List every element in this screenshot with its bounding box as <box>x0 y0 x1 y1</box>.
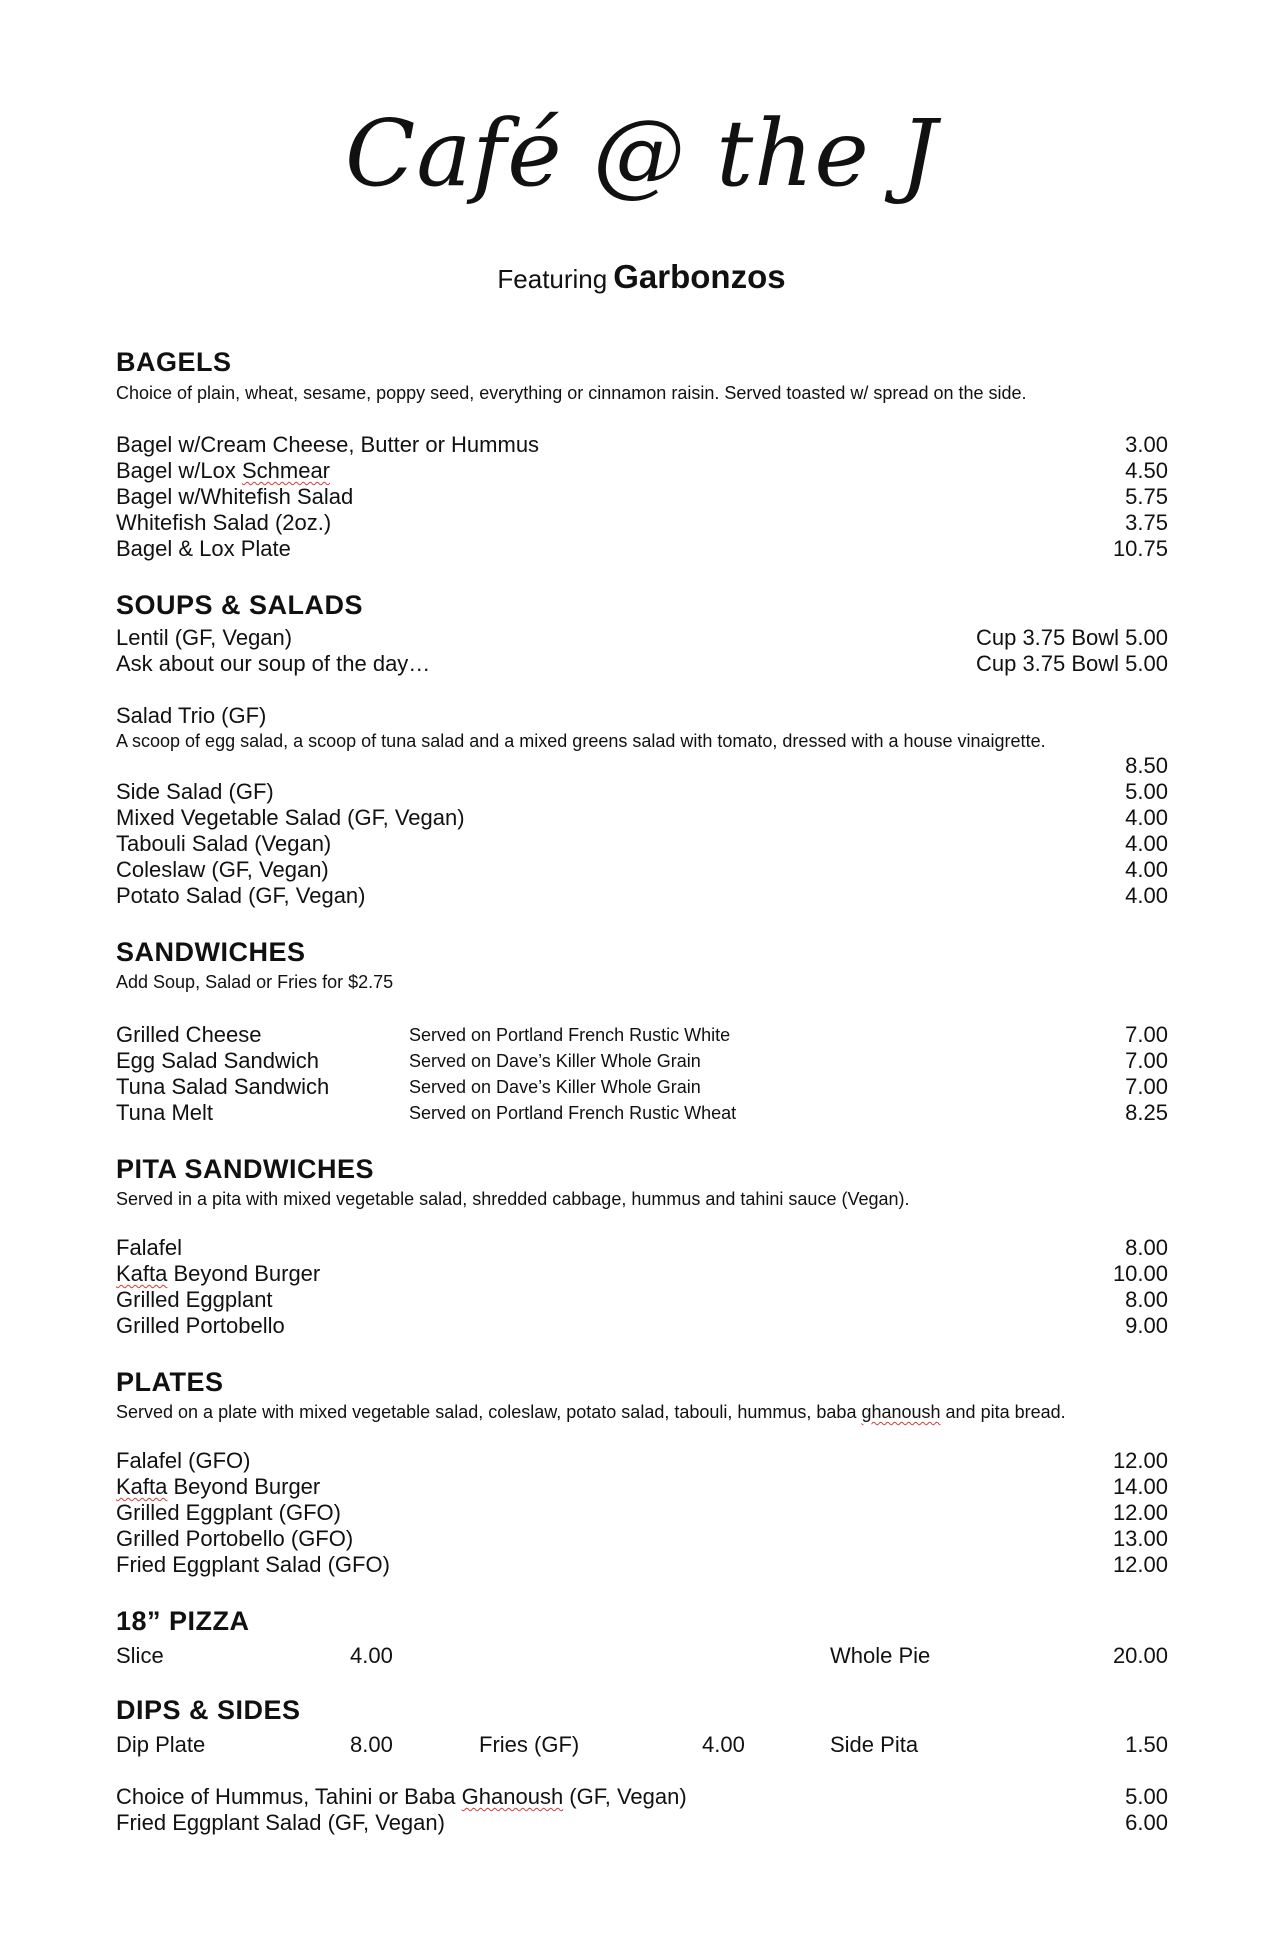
item-price: Cup 3.75 Bowl 5.00 <box>975 625 1168 650</box>
item-price: 4.50 <box>1125 458 1168 483</box>
menu-item-row <box>116 1313 1168 1339</box>
featuring-line <box>0 258 1283 296</box>
item-name: Falafel <box>116 1235 183 1260</box>
item-name: Bagel & Lox Plate <box>116 536 291 561</box>
item-price: 9.00 <box>1125 1313 1168 1338</box>
spellcheck-underlined-word: Schmear <box>241 458 331 483</box>
fries-label: Fries (GF) <box>479 1732 580 1757</box>
item-name <box>116 1261 320 1287</box>
item-name-part: Bagel w/Lox <box>116 458 242 483</box>
sandwiches-heading: SANDWICHES <box>116 937 306 967</box>
item-name: Bagel w/Whitefish Salad <box>116 484 354 509</box>
item-price: 8.50 <box>1125 753 1168 778</box>
item-name: Grilled Eggplant <box>116 1287 273 1312</box>
item-price: 4.00 <box>1125 883 1168 908</box>
menu-item-row <box>116 1448 1168 1474</box>
item-name <box>116 1474 320 1500</box>
item-name: Tuna Melt <box>116 1100 214 1125</box>
item-name-part: Beyond Burger <box>167 1474 321 1499</box>
item-price: 12.00 <box>1112 1500 1168 1525</box>
featuring-brand: Garbonzos <box>613 258 786 295</box>
plates-description-part: and pita bread. <box>940 1402 1066 1422</box>
item-name: Fried Eggplant Salad (GF, Vegan) <box>116 1810 445 1835</box>
item-name <box>116 1784 687 1810</box>
item-name: Grilled Portobello <box>116 1313 285 1338</box>
item-price: 4.00 <box>1125 805 1168 830</box>
item-name-part: Beyond Burger <box>167 1261 321 1286</box>
menu-item-row <box>116 857 1168 883</box>
item-name: Salad Trio (GF) <box>116 703 267 728</box>
menu-item-row <box>116 703 1168 729</box>
item-name: Mixed Vegetable Salad (GF, Vegan) <box>116 805 465 830</box>
item-name-part: (GF, Vegan) <box>563 1784 687 1809</box>
side-pita-price: 1.50 <box>1125 1732 1168 1757</box>
side-pita-label: Side Pita <box>830 1732 919 1757</box>
item-bread: Served on Dave’s Killer Whole Grain <box>409 1077 701 1097</box>
item-name: Lentil (GF, Vegan) <box>116 625 293 650</box>
dip-plate-label: Dip Plate <box>116 1732 206 1757</box>
plates-description-part: Served on a plate with mixed vegetable salad, coleslaw, potato salad, tabouli, hummus, baba <box>116 1402 862 1422</box>
menu-item-row <box>116 753 1168 779</box>
menu-item-row <box>116 1074 1168 1100</box>
item-name: Coleslaw (GF, Vegan) <box>116 857 329 882</box>
pita-description: Served in a pita with mixed vegetable salad, shredded cabbage, hummus and tahini sauce (Vegan). <box>116 1189 910 1209</box>
menu-item-row <box>116 536 1168 562</box>
menu-item-row <box>116 1810 1168 1836</box>
item-price: 10.75 <box>1112 536 1168 561</box>
menu-item-row <box>116 1048 1168 1074</box>
item-price: 10.00 <box>1112 1261 1168 1286</box>
spellcheck-underlined-word: Ghanoush <box>461 1784 564 1809</box>
pita-sandwiches-heading: PITA SANDWICHES <box>116 1154 375 1184</box>
item-name: Fried Eggplant Salad (GFO) <box>116 1552 390 1577</box>
menu-item-row <box>116 432 1168 458</box>
item-price: 6.00 <box>1125 1810 1168 1835</box>
item-price: 13.00 <box>1112 1526 1168 1551</box>
menu-item-row <box>116 625 1168 651</box>
item-price: 7.00 <box>1125 1048 1168 1073</box>
item-bread: Served on Dave’s Killer Whole Grain <box>409 1051 701 1071</box>
pizza-slice-label: Slice <box>116 1643 164 1668</box>
featuring-prefix: Featuring <box>497 264 608 294</box>
menu-item-row <box>116 1100 1168 1126</box>
item-name: Egg Salad Sandwich <box>116 1048 320 1073</box>
salad-trio-description: A scoop of egg salad, a scoop of tuna salad and a mixed greens salad with tomato, dressed with a house vinaigrette. <box>116 731 1046 751</box>
item-price: 7.00 <box>1125 1074 1168 1099</box>
spellcheck-underlined-word: Kafta <box>116 1474 168 1499</box>
spellcheck-underlined-word: ghanoush <box>861 1402 941 1422</box>
menu-item-row <box>116 1474 1168 1500</box>
item-price: 8.00 <box>1125 1287 1168 1312</box>
item-price: 14.00 <box>1112 1474 1168 1499</box>
item-bread: Served on Portland French Rustic White <box>409 1025 731 1045</box>
menu-item-row <box>116 1526 1168 1552</box>
menu-item-row <box>116 805 1168 831</box>
menu-item-row <box>116 1235 1168 1261</box>
menu-item-row <box>116 1784 1168 1810</box>
item-name: Bagel w/Cream Cheese, Butter or Hummus <box>116 432 540 457</box>
menu-item-row <box>116 1287 1168 1313</box>
item-name-part: Choice of Hummus, Tahini or Baba <box>116 1784 462 1809</box>
menu-item-row <box>116 510 1168 536</box>
menu-item-row <box>116 1552 1168 1578</box>
spellcheck-underlined-word: Kafta <box>116 1261 168 1286</box>
item-name <box>116 458 330 484</box>
pizza-row <box>116 1643 1168 1669</box>
item-name: Grilled Eggplant (GFO) <box>116 1500 341 1525</box>
item-price: 12.00 <box>1112 1552 1168 1577</box>
item-price: 12.00 <box>1112 1448 1168 1473</box>
menu-item-row <box>116 484 1168 510</box>
menu-item-row <box>116 1022 1168 1048</box>
bagels-description: Choice of plain, wheat, sesame, poppy seed, everything or cinnamon raisin. Served toasted w/ spread on the side. <box>116 383 1027 403</box>
menu-item-row <box>116 1261 1168 1287</box>
item-name: Whitefish Salad (2oz.) <box>116 510 332 535</box>
item-price: 4.00 <box>1125 831 1168 856</box>
item-name: Falafel (GFO) <box>116 1448 251 1473</box>
menu-item-row <box>116 831 1168 857</box>
pizza-heading: 18” PIZZA <box>116 1606 250 1636</box>
item-price: 5.00 <box>1125 779 1168 804</box>
dip-plate-price: 8.00 <box>350 1732 393 1757</box>
dips-sides-heading: DIPS & SIDES <box>116 1695 301 1725</box>
pizza-whole-label: Whole Pie <box>830 1643 931 1668</box>
item-name: Ask about our soup of the day… <box>116 651 431 676</box>
item-name: Tuna Salad Sandwich <box>116 1074 330 1099</box>
pizza-whole-price: 20.00 <box>1112 1643 1168 1668</box>
item-price: 5.75 <box>1125 484 1168 509</box>
item-price: 3.00 <box>1125 432 1168 457</box>
menu-item-row <box>116 651 1168 677</box>
item-price: 4.00 <box>1125 857 1168 882</box>
pizza-slice-price: 4.00 <box>350 1643 393 1668</box>
item-name: Potato Salad (GF, Vegan) <box>116 883 366 908</box>
plates-heading: PLATES <box>116 1367 224 1397</box>
menu-item-row <box>116 883 1168 909</box>
item-price: 8.25 <box>1125 1100 1168 1125</box>
soups-salads-heading: SOUPS & SALADS <box>116 590 364 620</box>
item-bread: Served on Portland French Rustic Wheat <box>409 1103 737 1123</box>
menu-item-row <box>116 779 1168 805</box>
bagels-heading: BAGELS <box>116 347 232 377</box>
plates-description <box>116 1402 1066 1423</box>
menu-item-row <box>116 458 1168 484</box>
item-name: Side Salad (GF) <box>116 779 274 804</box>
item-price: 8.00 <box>1125 1235 1168 1260</box>
menu-item-row <box>116 1500 1168 1526</box>
fries-price: 4.00 <box>702 1732 745 1757</box>
item-price: 7.00 <box>1125 1022 1168 1047</box>
item-price: 3.75 <box>1125 510 1168 535</box>
item-name: Grilled Portobello (GFO) <box>116 1526 354 1551</box>
dips-row <box>116 1732 1168 1758</box>
item-name: Tabouli Salad (Vegan) <box>116 831 332 856</box>
item-price: Cup 3.75 Bowl 5.00 <box>975 651 1168 676</box>
sandwiches-description: Add Soup, Salad or Fries for $2.75 <box>116 972 394 992</box>
item-price: 5.00 <box>1125 1784 1168 1809</box>
item-name: Grilled Cheese <box>116 1022 262 1047</box>
cafe-title: Café @ the J <box>344 100 939 207</box>
